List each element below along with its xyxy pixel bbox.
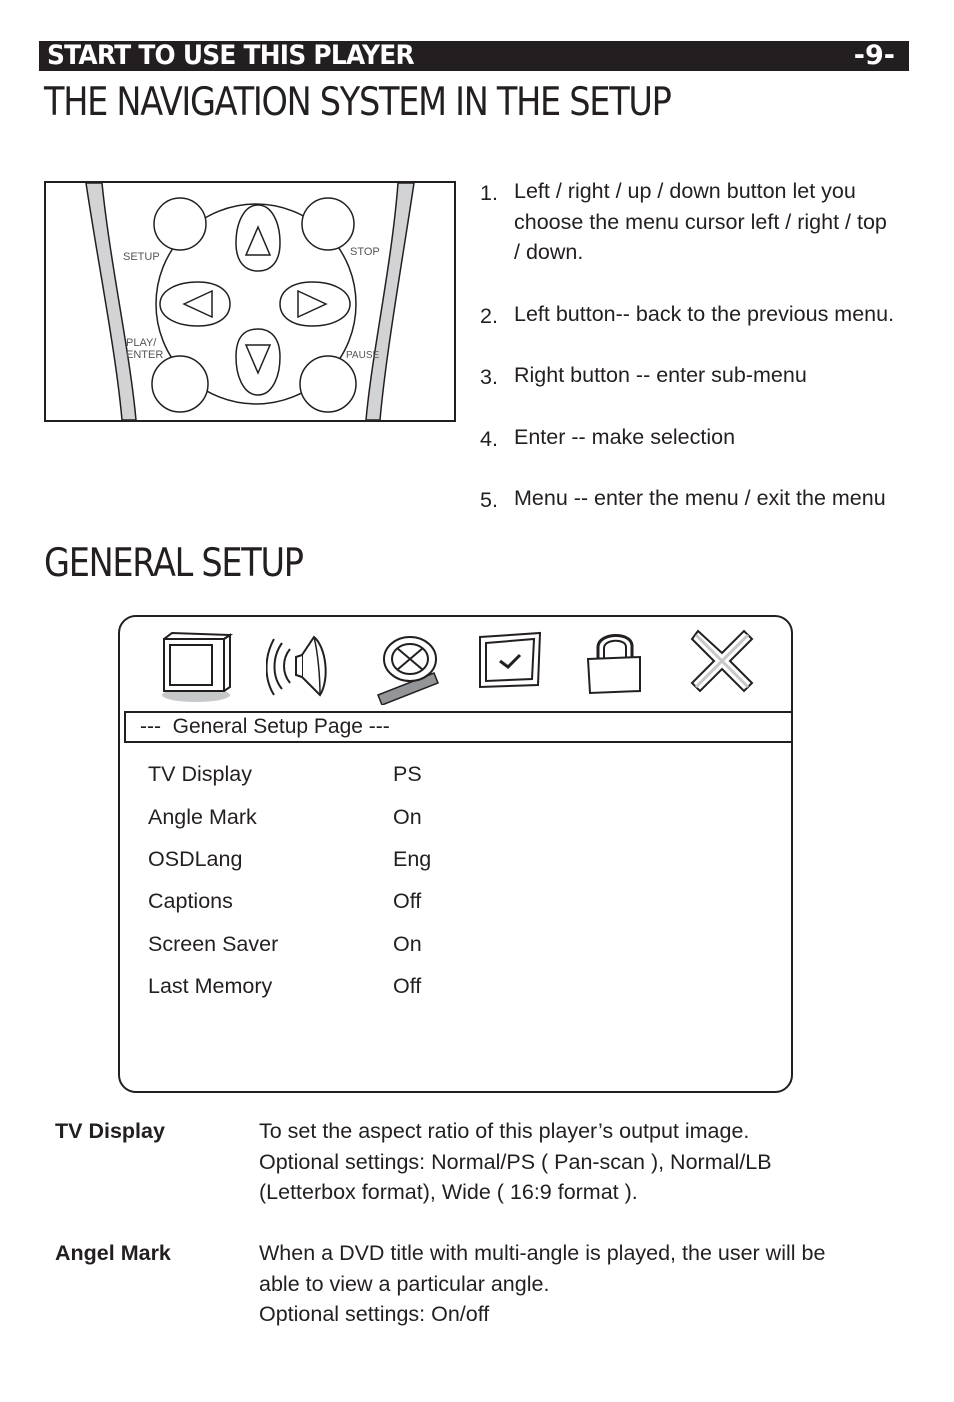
step-number: 5.	[480, 488, 498, 512]
step-number: 1.	[480, 181, 498, 205]
row-label: Last Memory	[148, 974, 273, 998]
row-value: On	[393, 805, 422, 829]
step-text: Menu -- enter the menu / exit the menu	[514, 486, 886, 510]
nav-title: THE NAVIGATION SYSTEM IN THE SETUP	[44, 80, 671, 125]
definition-line: When a DVD title with multi-angle is played, the user will be	[259, 1241, 826, 1265]
remote-drawing	[46, 183, 454, 420]
list-item	[480, 483, 930, 514]
step-number: 2.	[480, 303, 498, 328]
definition-term: TV Display	[55, 1119, 165, 1143]
tv-icon[interactable]	[158, 629, 234, 705]
step-text: Left / right / up / down button let you	[514, 179, 856, 203]
row-label: Captions	[148, 889, 233, 913]
list-item	[480, 299, 930, 330]
row-label: OSDLang	[148, 847, 243, 871]
definition-line: able to view a particular angle.	[259, 1271, 550, 1296]
step-text: Enter -- make selection	[514, 424, 736, 449]
definition-desc	[259, 1116, 899, 1208]
steps-list	[480, 176, 930, 545]
step-text: Left button-- back to the previous menu.	[514, 301, 895, 326]
definition-line: (Letterbox format), Wide ( 16:9 format ).	[259, 1180, 638, 1204]
row-value: Eng	[393, 847, 432, 871]
row-label: Angle Mark	[148, 805, 257, 829]
definition-desc	[259, 1238, 899, 1330]
step-number: 3.	[480, 365, 498, 389]
enter-label: ENTER	[126, 349, 164, 361]
step-text: choose the menu cursor left / right / top	[514, 209, 887, 234]
setup-menu	[118, 615, 793, 1093]
disc-icon[interactable]	[376, 629, 452, 705]
setup-label: SETUP	[123, 251, 160, 263]
definition-line: Optional settings: Normal/PS ( Pan-scan ), Normal/LB	[259, 1149, 772, 1174]
definition-term: Angel Mark	[55, 1241, 171, 1265]
row-value: Off	[393, 889, 422, 913]
page-number: -9-	[853, 40, 895, 71]
step-text: Right button -- enter sub-menu	[514, 363, 807, 387]
general-setup-title: GENERAL SETUP	[44, 541, 303, 586]
section-title: START TO USE THIS PLAYER	[47, 40, 414, 71]
list-item	[480, 422, 930, 453]
row-label: Screen Saver	[148, 932, 279, 956]
row-label: TV Display	[148, 762, 252, 786]
row-value: Off	[393, 974, 422, 998]
play-label: PLAY/	[126, 337, 157, 349]
page-title-bar: --- General Setup Page ---	[124, 711, 793, 743]
exit-icon[interactable]	[690, 629, 754, 693]
definition-line: Optional settings: On/off	[259, 1302, 490, 1326]
list-item	[480, 176, 930, 268]
stop-label: STOP	[350, 246, 380, 258]
list-item	[480, 360, 930, 391]
remote-illustration	[44, 181, 456, 422]
lock-icon[interactable]	[584, 629, 648, 697]
speaker-icon[interactable]	[266, 629, 346, 705]
row-value: PS	[393, 762, 422, 786]
step-number: 4.	[480, 426, 498, 451]
step-text: / down.	[514, 240, 584, 264]
pause-label: PAUSE	[346, 350, 380, 361]
checkbox-icon[interactable]	[476, 629, 546, 693]
definition-line: To set the aspect ratio of this player’s output image.	[259, 1119, 750, 1143]
row-value: On	[393, 932, 422, 956]
header-bar	[39, 41, 909, 71]
